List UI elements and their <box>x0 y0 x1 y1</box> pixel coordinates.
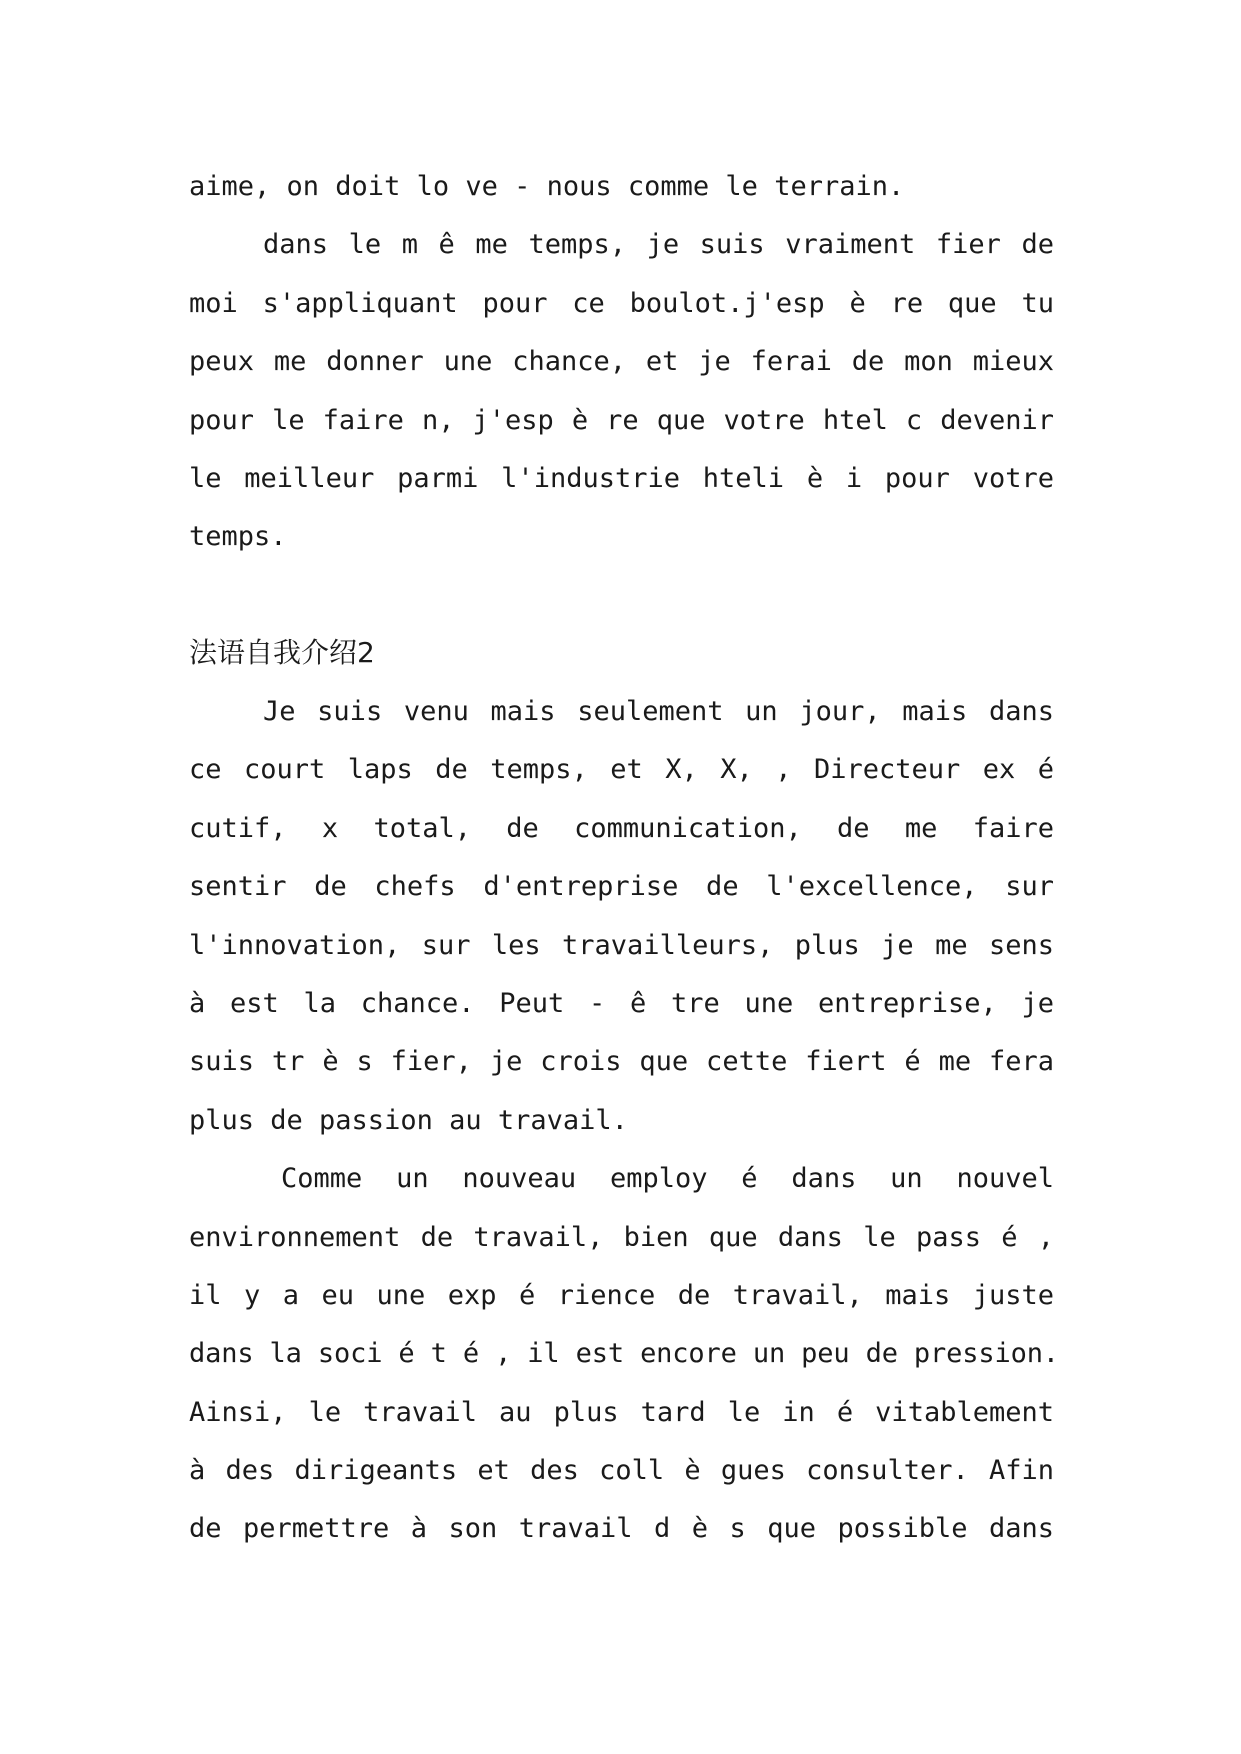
text-line: dans le m ê me temps, je suis vraiment fier de <box>263 229 1054 261</box>
text-line: Comme un nouveau employ é dans un nouvel <box>281 1163 1054 1195</box>
text-line: l'innovation, sur les travailleurs, plus je me sens <box>189 929 1054 961</box>
paragraph-block-1 <box>189 158 1054 567</box>
text-line: Je suis venu mais seulement un jour, mais dans <box>263 696 1054 727</box>
section-heading: 法语自我介绍2 <box>189 636 375 669</box>
text-line: cutif, x total, de communication, de me faire <box>189 812 1054 844</box>
text-line: ce court laps de temps, et X, X, , Directeur ex é <box>189 754 1054 786</box>
text-line: plus de passion au travail. <box>189 1104 628 1136</box>
text-line: Ainsi, le travail au plus tard le in é vitablement <box>189 1396 1054 1428</box>
text-line: pour le faire n, j'esp è re que votre htel c devenir <box>189 404 1054 436</box>
text-line: aime, on doit lo ve - nous comme le terrain. <box>189 171 905 202</box>
text-line: temps. <box>189 521 287 553</box>
text-line: le meilleur parmi l'industrie hteli è i pour votre <box>189 462 1054 494</box>
text-line: peux me donner une chance, et je ferai de mon mieux <box>189 346 1054 378</box>
paragraph-block-2 <box>189 683 1059 1559</box>
text-line: environnement de travail, bien que dans le pass é , <box>189 1221 1054 1253</box>
text-line: à est la chance. Peut - ê tre une entreprise, je <box>189 987 1054 1019</box>
text-line: sentir de chefs d'entreprise de l'excellence, sur <box>189 871 1054 903</box>
text-line: de permettre à son travail d è s que possible dans <box>189 1513 1054 1545</box>
text-line: dans la soci é t é , il est encore un peu de pression. <box>189 1338 1059 1370</box>
text-line: moi s'appliquant pour ce boulot.j'esp è re que tu <box>189 287 1054 319</box>
text-line: à des dirigeants et des coll è gues consulter. Afin <box>189 1455 1054 1487</box>
text-line: suis tr è s fier, je crois que cette fiert é me fera <box>189 1046 1054 1078</box>
text-line: il y a eu une exp é rience de travail, mais juste <box>189 1279 1054 1311</box>
